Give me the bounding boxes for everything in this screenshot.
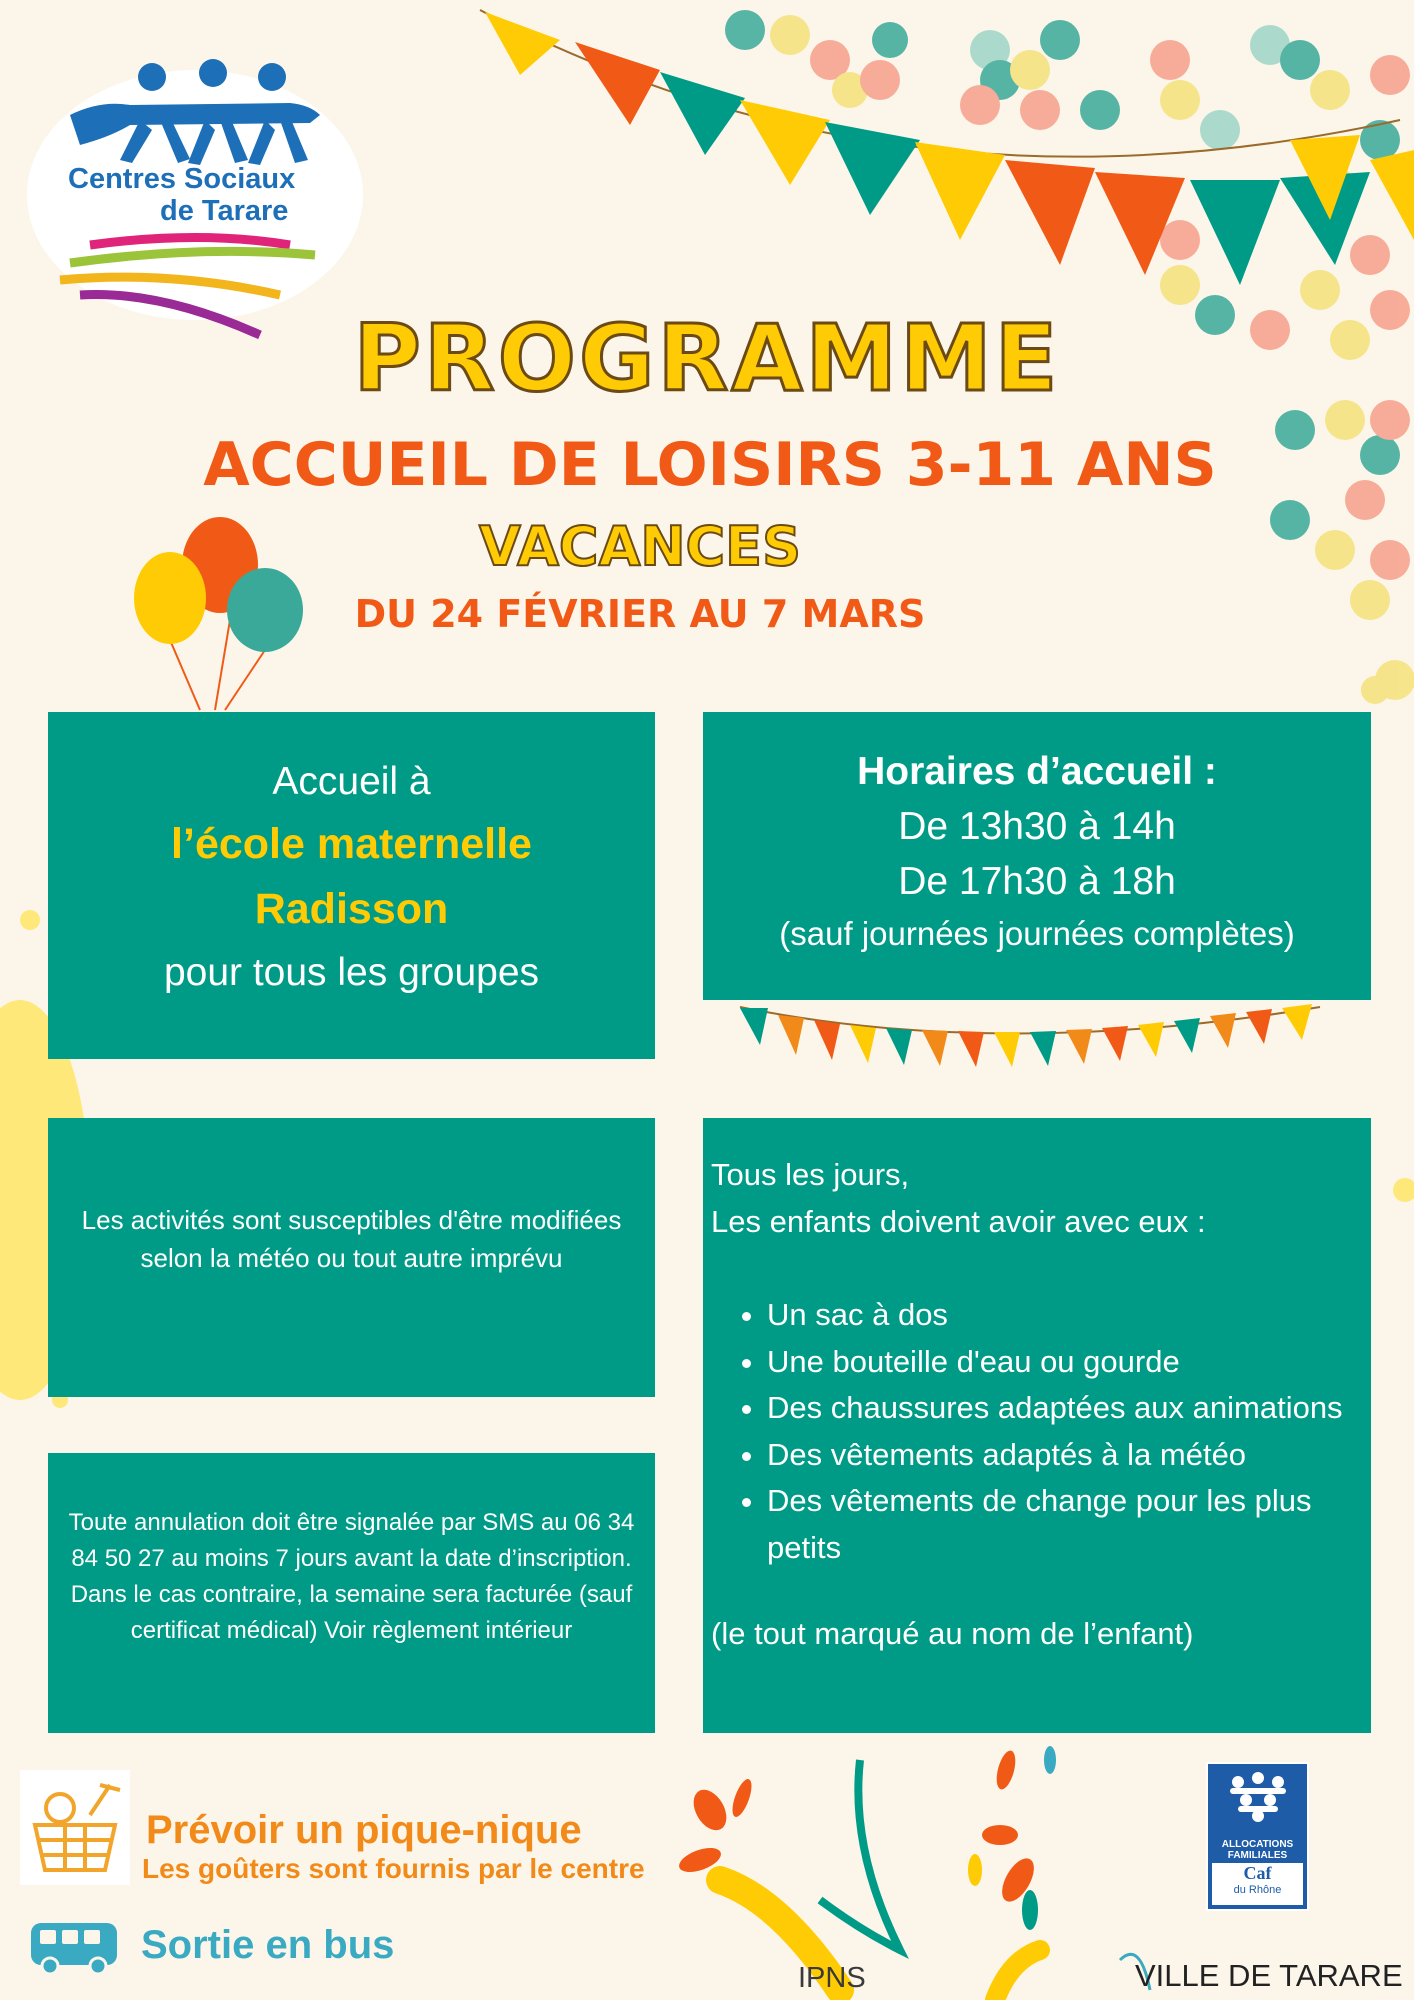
title-dates: DU 24 FÉVRIER AU 7 MARS (354, 592, 926, 636)
activities-notice-box (48, 1118, 655, 1397)
title-accueil-de-loisirs: ACCUEIL DE LOISIRS 3-11 ANS (203, 430, 1217, 500)
list-item: • Des vêtements adaptés à la météo (767, 1432, 1361, 1479)
items-box (703, 1118, 1371, 1733)
hours-slot-1: De 13h30 à 14h (898, 805, 1176, 848)
snacks-note: Les goûters sont fournis par le centre (142, 1853, 645, 1884)
cancellation-notice-text: Toute annulation doit être signalée par SMS au 06 34 84 50 27 au moins 7 jours avant la date d’inscription. Dans le cas contraire, la semaine sera facturée (sauf certificat médical) Voir règlement intérieur (68, 1509, 635, 1644)
location-line4: pour tous les groupes (163, 951, 540, 994)
location-line1: Accueil à (272, 760, 431, 803)
list-item: • Des chaussures adaptées aux animations (767, 1385, 1361, 1432)
items-footer: (le tout marqué au nom de l’enfant) (711, 1616, 1194, 1651)
location-school-name: Radisson (254, 885, 449, 933)
logo-line2: de Tarare (160, 195, 289, 227)
list-item: • Des vêtements de change pour les plus petits (767, 1478, 1361, 1571)
cancellation-notice-box (48, 1453, 655, 1733)
bus-icon (28, 1920, 120, 1975)
caf-label-panel (1212, 1863, 1303, 1905)
logo (20, 45, 400, 345)
bus-outing: Sortie en bus (141, 1923, 395, 1967)
title-vacances: VACANCES (479, 515, 801, 578)
items-intro-1: Tous les jours, (711, 1157, 910, 1192)
caf-logo-figures (1208, 1764, 1307, 1834)
list-item: • Un sac à dos (767, 1292, 1361, 1339)
caf-line4: du Rhône (1233, 1884, 1282, 1896)
title-programme: PROGRAMME (353, 305, 1061, 412)
ipns-label: IPNS (798, 1962, 866, 1994)
location-box (48, 712, 655, 1059)
picnic-basket-icon (20, 1770, 130, 1885)
caf-line3: Caf (1243, 1863, 1272, 1883)
location-school: l’école maternelle (171, 820, 532, 868)
hours-title: Horaires d’accueil : (857, 750, 1217, 793)
city-label: VILLE DE TARARE (1135, 1958, 1403, 1993)
items-intro-2: Les enfants doivent avoir avec eux : (711, 1203, 1206, 1239)
hours-note: (sauf journées journées complètes) (779, 915, 1295, 952)
caf-line1: ALLOCATIONS (1221, 1839, 1294, 1850)
hours-box (703, 712, 1371, 1000)
list-item: • Une bouteille d'eau ou gourde (767, 1339, 1361, 1386)
picnic-title: Prévoir un pique-nique (146, 1808, 582, 1852)
caf-line2: FAMILIALES (1227, 1850, 1288, 1861)
activities-notice-text: Les activités sont susceptibles d'être modifiées selon la météo ou tout autre imprévu (81, 1205, 622, 1273)
caf-logo (1206, 1762, 1309, 1911)
items-list (711, 1292, 1361, 1571)
logo-line1: Centres Sociaux (68, 163, 296, 195)
hours-slot-2: De 17h30 à 18h (898, 860, 1176, 903)
